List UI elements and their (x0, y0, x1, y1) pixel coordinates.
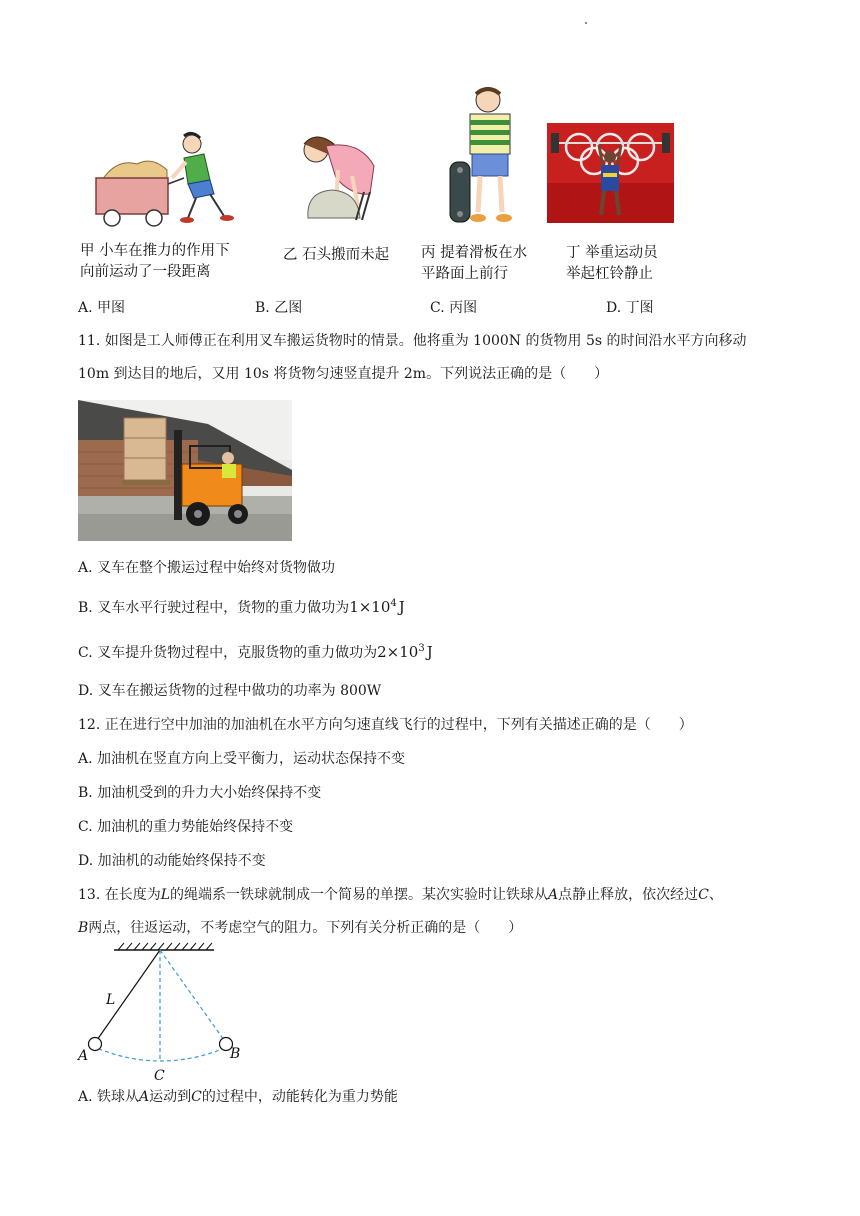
q12-option-c[interactable]: C. 加油机的重力势能始终保持不变 (78, 819, 294, 835)
q11-option-c[interactable] (78, 642, 433, 663)
option-b[interactable]: B. 乙图 (255, 300, 303, 316)
q13-stem-line1 (78, 885, 723, 905)
label-A: A (78, 1048, 89, 1064)
option-text: B. 叉车水平行驶过程中，货物的重力做功为 (78, 600, 350, 616)
math-exp: 3 (418, 643, 425, 654)
var-C: C (698, 887, 709, 903)
q12-option-a[interactable]: A. 加油机在竖直方向上受平衡力，运动状态保持不变 (78, 751, 406, 767)
stem-text: 、 (708, 887, 723, 903)
label-B: B (230, 1046, 241, 1062)
caption-ding (566, 243, 658, 285)
caption-line: 丙 提着滑板在水 (421, 245, 528, 261)
pendulum-diagram (74, 940, 254, 1086)
var-A: A (548, 887, 559, 903)
caption-line: 乙 石头搬而未起 (283, 247, 390, 263)
caption-yi (283, 245, 389, 266)
q11-stem-line2: 10m 到达目的地后，又用 10s 将货物匀速竖直提升 2m。下列说法正确的是（ ） (78, 366, 609, 382)
var-A: A (139, 1089, 150, 1105)
label-C: C (154, 1068, 165, 1084)
caption-line: 向前运动了一段距离 (80, 264, 211, 280)
option-text: 运动到 (149, 1089, 192, 1105)
q11-option-a[interactable]: A. 叉车在整个搬运过程中始终对货物做功 (78, 560, 336, 576)
var-B: B (78, 920, 89, 936)
option-d[interactable]: D. 丁图 (606, 300, 654, 316)
stem-text: 两点，往返运动，不考虑空气的阻力。下列有关分析正确的是（ ） (88, 920, 523, 936)
q11-stem-line1: 11. 如图是工人师傅正在利用叉车搬运货物时的情景。他将重为 1000N 的货物用 5s 的时间沿水平方向移动 (78, 333, 747, 349)
math-coef: 2×10 (377, 643, 419, 661)
q12-option-b[interactable]: B. 加油机受到的升力大小始终保持不变 (78, 785, 322, 801)
q11-option-d[interactable]: D. 叉车在搬运货物的过程中做功的功率为 800W (78, 683, 382, 699)
math-coef: 1×10 (349, 598, 391, 616)
option-text: A. 铁球从 (78, 1089, 140, 1105)
option-a[interactable]: A. 甲图 (78, 300, 126, 316)
q13-stem-line2 (78, 918, 522, 938)
math-unit: J (398, 598, 405, 616)
lift-stone-icon (278, 126, 383, 226)
label-L: L (106, 992, 116, 1008)
stem-text: 的绳端系一铁球就制成一个简易的单摆。某次实验时让铁球从 (170, 887, 549, 903)
weightlifter-photo (547, 123, 674, 223)
var-L: L (160, 887, 171, 903)
caption-jia (80, 241, 230, 283)
math-unit: J (426, 643, 433, 661)
stem-text: 13. 在长度为 (78, 887, 161, 903)
q12-stem: 12. 正在进行空中加油的加油机在水平方向匀速直线飞行的过程中，下列有关描述正确的是（ ） (78, 717, 693, 733)
option-c[interactable]: C. 丙图 (430, 300, 478, 316)
forklift-photo (78, 400, 292, 541)
stem-text: 点静止释放，依次经过 (558, 887, 699, 903)
option-text: C. 叉车提升货物过程中，克服货物的重力做功为 (78, 645, 378, 661)
math-exp: 4 (390, 598, 397, 609)
cart-push-icon (92, 128, 242, 228)
caption-line: 甲 小车在推力的作用下 (80, 243, 230, 259)
caption-line: 举起杠铃静止 (566, 266, 653, 282)
option-text: 的过程中，动能转化为重力势能 (201, 1089, 398, 1105)
skateboard-walk-icon (448, 84, 523, 229)
caption-line: 丁 举重运动员 (566, 245, 658, 261)
q12-option-d[interactable]: D. 加油机的动能始终保持不变 (78, 853, 266, 869)
caption-bing (421, 243, 527, 285)
q11-option-b[interactable] (78, 597, 405, 618)
q13-option-a[interactable] (78, 1087, 398, 1107)
header-mark (585, 22, 587, 24)
var-C: C (191, 1089, 202, 1105)
caption-line: 平路面上前行 (421, 266, 508, 282)
